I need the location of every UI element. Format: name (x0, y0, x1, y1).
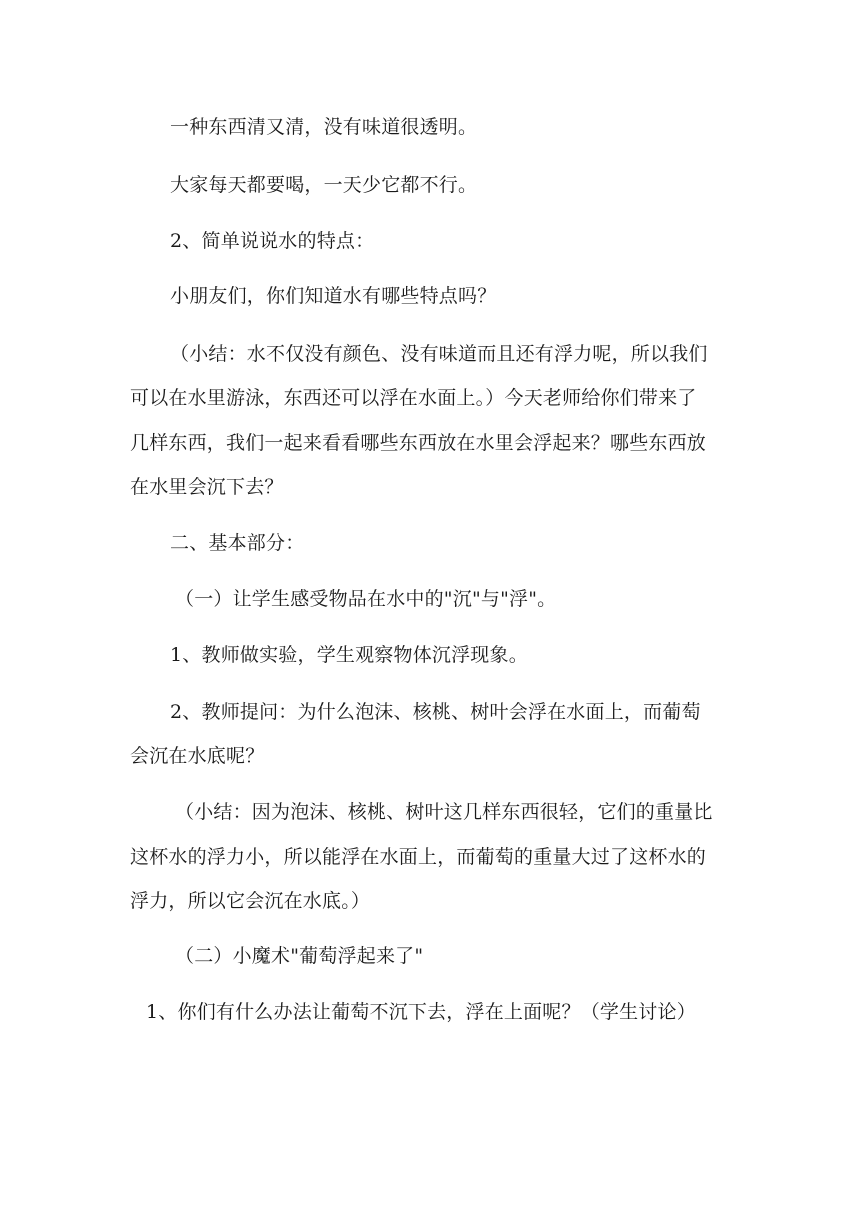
text-line: 在水里会沉下去？ (130, 476, 284, 498)
subsection-heading: （二）小魔术"葡萄浮起来了" (175, 945, 424, 967)
subsection-heading: （一）让学生感受物品在水中的"沉"与"浮"。 (175, 588, 557, 610)
text-line: （小结：因为泡沫、核桃、树叶这几样东西很轻，它们的重量比 (175, 801, 713, 823)
section-heading: 二、基本部分： (170, 532, 305, 554)
text-line: 几样东西，我们一起来看看哪些东西放在水里会浮起来？哪些东西放 (130, 432, 707, 454)
text-line: 浮力，所以它会沉在水底。） (130, 890, 371, 912)
text-line: 这杯水的浮力小，所以能浮在水面上，而葡萄的重量大过了这杯水的 (130, 846, 707, 868)
text-line: 小朋友们，你们知道水有哪些特点吗？ (170, 285, 497, 307)
text-line: 一种东西清又清，没有味道很透明。 (170, 116, 478, 138)
text-line: 2、教师提问：为什么泡沫、核桃、树叶会浮在水面上，而葡萄 (170, 701, 701, 723)
text-line: 1、教师做实验，学生观察物体沉浮现象。 (170, 644, 528, 666)
text-line: 大家每天都要喝，一天少它都不行。 (170, 174, 478, 196)
text-line: 会沉在水底呢？ (130, 745, 265, 767)
text-line: （小结：水不仅没有颜色、没有味道而且还有浮力呢，所以我们 (170, 343, 708, 365)
section-heading: 2、简单说说水的特点： (170, 230, 375, 252)
text-line: 1、你们有什么办法让葡萄不沉下去，浮在上面呢？（学生讨论） (146, 1001, 696, 1023)
text-line: 可以在水里游泳，东西还可以浮在水面上。）今天老师给你们带来了 (130, 387, 697, 409)
